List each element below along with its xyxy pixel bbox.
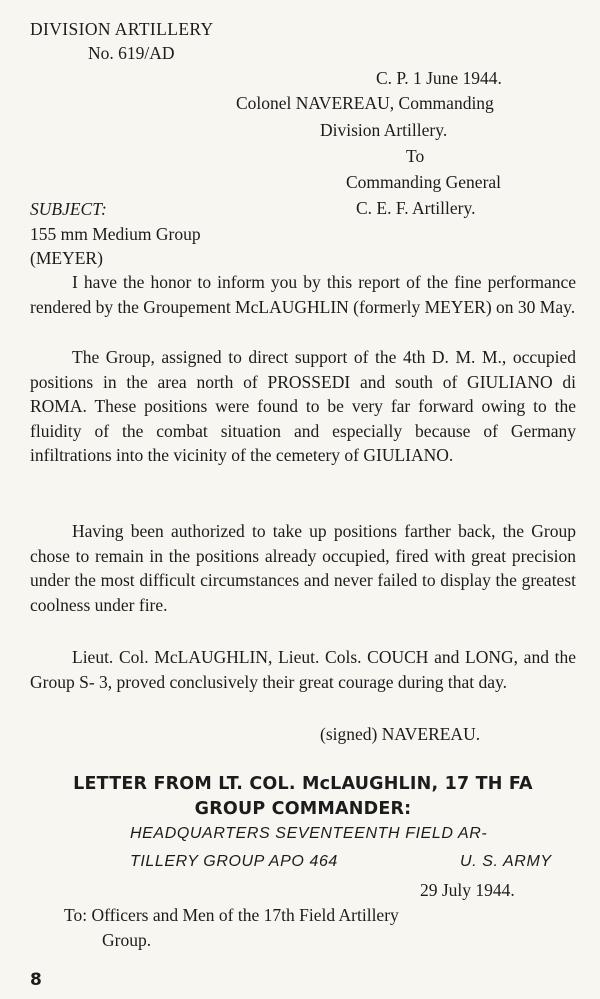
- page-number: 8: [30, 970, 42, 990]
- paragraph-4-text: Lieut. Col. McLAUGHLIN, Lieut. Cols. COUCH and LONG, and the Group S- 3, proved conclusively their great courage during that day.: [30, 647, 576, 692]
- hq-line-1: HEADQUARTERS SEVENTEENTH FIELD AR-: [130, 825, 488, 842]
- paragraph-4: [30, 645, 576, 694]
- recipient-unit: C. E. F. Artillery.: [356, 198, 476, 218]
- subject-line-2: (MEYER): [30, 248, 103, 268]
- paragraph-1: [30, 270, 576, 319]
- paragraph-2: [30, 345, 576, 468]
- to-word: To: [406, 146, 425, 166]
- paragraph-3-text: Having been authorized to take up positions farther back, the Group chose to remain in the positions already occupied, fired with great precision under the most difficult circumstances and never failed to display the greatest coolness under fire.: [30, 521, 576, 615]
- hq-army: U. S. ARMY: [460, 853, 552, 870]
- paragraph-3: [30, 519, 576, 617]
- paragraph-1-text: I have the honor to inform you by this report of the fine performance rendered by the Groupement McLAUGHLIN (formerly MEYER) on 30 May.: [30, 272, 576, 317]
- letter-heading-line-1: LETTER FROM LT. COL. McLAUGHLIN, 17 TH FA: [73, 774, 533, 794]
- subject-label: SUBJECT:: [30, 199, 107, 219]
- letter-heading-line-2: GROUP COMMANDER:: [194, 799, 412, 819]
- sender: Colonel NAVEREAU, Commanding: [236, 93, 494, 113]
- letter-date: 29 July 1944.: [420, 880, 515, 900]
- sender-unit: Division Artillery.: [320, 120, 448, 140]
- hq-line-2: TILLERY GROUP APO 464: [130, 853, 338, 870]
- signature: (signed) NAVEREAU.: [320, 724, 481, 744]
- division-title: DIVISION ARTILLERY: [30, 19, 214, 39]
- place-date: C. P. 1 June 1944.: [376, 68, 502, 88]
- subject-line-1: 155 mm Medium Group: [30, 224, 201, 244]
- recipient: Commanding General: [346, 172, 502, 192]
- document-number: No. 619/AD: [88, 43, 175, 63]
- paragraph-2-text: The Group, assigned to direct support of the 4th D. M. M., occupied positions in the area north of PROSSEDI and south of GIULIANO di ROMA. These positions were found to be very far forward owing to the fluidity of the combat situation and especially because of Germany infiltrations into the vicinity of the cemetery of GIULIANO.: [30, 347, 576, 466]
- to-line-2: Group.: [102, 930, 152, 950]
- to-line-1: To: Officers and Men of the 17th Field Artillery: [64, 905, 399, 925]
